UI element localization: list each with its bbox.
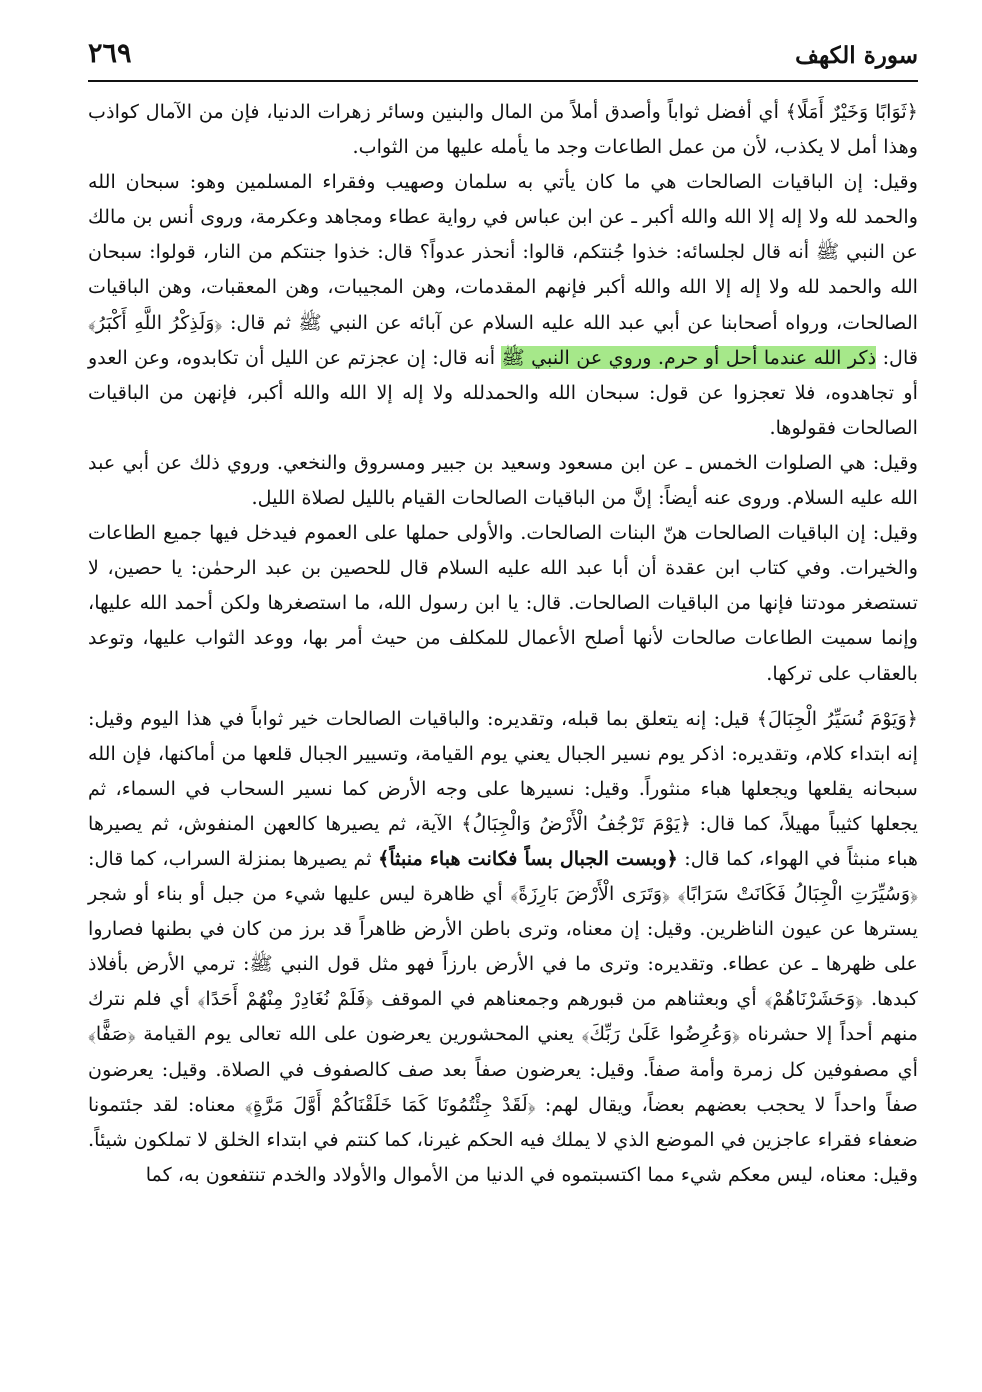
paragraph [88,445,918,515]
page-body [88,94,918,1192]
text-segment: وقيل: إن الباقيات الصالحات هي ما كان يأتي به سلمان وصهيب وفقراء المسلمين وهو: سبحان الله والحمد لله ولا إله إلا الله والله أكبر ـ عن ابن عباس في رواية عطاء ومجاهد وعكرمة، وروى أنس بن مالك عن النبي ﷺ أنه قال لجلسائه: خذوا جُنتكم، قالوا: أنحذر عدواً؟ قال: خذوا جنتكم من النار، قولوا: سبحان الله والحمد لله ولا إله إلا الله والله أكبر فإنهم المقدمات، وهن المجيبات، وهن المعقبات، وهن الباقيات الصالحات، ورواه أصحابنا عن أبي عبد الله عليه السلام عن آبائه عن النبي ﷺ ثم قال: ﴿وَلَذِكْرُ اللَّهِ أَكْبَرُ﴾ قال: [88,170,918,369]
text-segment: ﴿ثَوَابًا وَخَيْرٌ أَمَلًا﴾ أي أفضل ثواباً وأصدق أملاً من المال والبنين وسائر زهرات الدنيا، فإن من الآمال كواذب وهذا أمل لا يكذب، لأن من عمل الطاعات وجد ما يأمله عليها من الثواب. [88,100,918,159]
page-number: ٢٦٩ [88,38,132,69]
surah-title: سورة الكهف [795,42,918,69]
paragraph [88,94,918,164]
book-page [88,36,918,1376]
text-segment: ﴿وَيَوْمَ نُسَيِّرُ الْجِبَالَ﴾ قيل: إنه يتعلق بما قبله، وتقديره: والباقيات الصالحات خير ثواباً في هذا اليوم وقيل: إنه ابتداء كلام، وتقديره: اذكر يوم نسير الجبال يعني يوم القيامة، وتسيير الجبال قلعها من أماكنها، فإن الله سبحانه يقلعها ويجعلها هباء منثوراً. وقيل: نسيرها على وجه الأرض كما نسير السحاب في السماء، ثم يجعلها كثيباً مهيلاً، كما قال: ﴿يَوْمَ تَرْجُفُ الْأَرْضُ وَالْجِبَالُ﴾ الآية، ثم يصيرها كالعهن المنفوش، ثم يصيرها هباء منبثاً في الهواء، كما قال: [88,706,918,870]
text-segment: وقيل: إن الباقيات الصالحات هنّ البنات الصالحات. والأولى حملها على العموم فيدخل فيها جميع الطاعات والخيرات. وفي كتاب ابن عقدة أن أبا عبد الله عليه السلام قال للحصين بن عبد الرحمٰن: يا حصين، لا تستصغر مودتنا فإنها من الباقيات الصالحات. قال: يا ابن رسول الله، ما استصغرها ولكن أحمد الله عليها، وإنما سميت الطاعات صالحات لأنها أصلح الأعمال للمكلف من حيث أمر بها، ووعد الثواب عليها، وتوعد بالعقاب على تركها. [88,521,918,685]
page-header [88,36,918,82]
bold-quote: ﴿وبست الجبال بساً فكانت هباء منبثاً﴾ [378,846,678,870]
text-segment: ثم يصيرها بمنزلة السراب، كما قال: ﴿وَسُيِّرَتِ الْجِبَالُ فَكَانَتْ سَرَابًا﴾ ﴿وَتَرَى الْأَرْضَ بَارِزَةً﴾ أي ظاهرة ليس عليها شيء من جبل أو بناء أو شجر يسترها عن عيون الناظرين. وقيل: إن معناه، وترى باطن الأرض ظاهراً قد برز من كان في بطنها فصاروا على ظهرها ـ عن عطاء. وتقديره: وترى ما في الأرض بارزاً فهو مثل قول النبي ﷺ: ترمي الأرض بأفلاذ كبدها. ﴿وَحَشَرْنَاهُمْ﴾ أي وبعثناهم من قبورهم وجمعناهم في الموقف ﴿فَلَمْ نُغَادِرْ مِنْهُمْ أَحَدًا﴾ أي فلم نترك منهم أحداً إلا حشرناه ﴿وَعُرِضُوا عَلَىٰ رَبِّكَ﴾ يعني المحشورين يعرضون على الله تعالى يوم القيامة ﴿صَفًّا﴾ أي مصفوفين كل زمرة وأمة صفاً. وقيل: يعرضون صفاً بعد صف كالصفوف في الصلاة. وقيل: يعرضون صفاً واحداً لا يحجب بعضهم بعضاً، ويقال لهم: ﴿لَقَدْ جِئْتُمُونَا كَمَا خَلَقْنَاكُمْ أَوَّلَ مَرَّةٍ﴾ معناه: لقد جئتمونا ضعفاء فقراء عاجزين في الموضع الذي لا يملك فيه الحكم غيرنا، كما كنتم في ابتداء الخلق لا تملكون شيئاً. وقيل: معناه، ليس معكم شيء مما اكتسبتموه في الدنيا من الأموال والأولاد والخدم تنتفعون به، كما [88,846,918,1186]
text-segment: أنه قال: إن عجزتم عن الليل أن تكابدوه، وعن العدو أو تجاهدوه، فلا تعجزوا عن قول: سبحان الله والحمدلله ولا إله إلا الله والله أكبر، فإنهن من الباقيات الصالحات فقولوها. [88,345,918,439]
text-segment: وقيل: هي الصلوات الخمس ـ عن ابن مسعود وسعيد بن جبير ومسروق والنخعي. وروي ذلك عن أبي عبد الله عليه السلام. وروى عنه أيضاً: إنَّ من الباقيات الصالحات القيام بالليل لصلاة الليل. [88,450,918,510]
highlighted-text: ذكر الله عندما أحل أو حرم. وروي عن النبي ﷺ [501,345,877,369]
paragraph [88,515,918,690]
paragraph [88,164,918,445]
paragraph [88,701,918,1192]
